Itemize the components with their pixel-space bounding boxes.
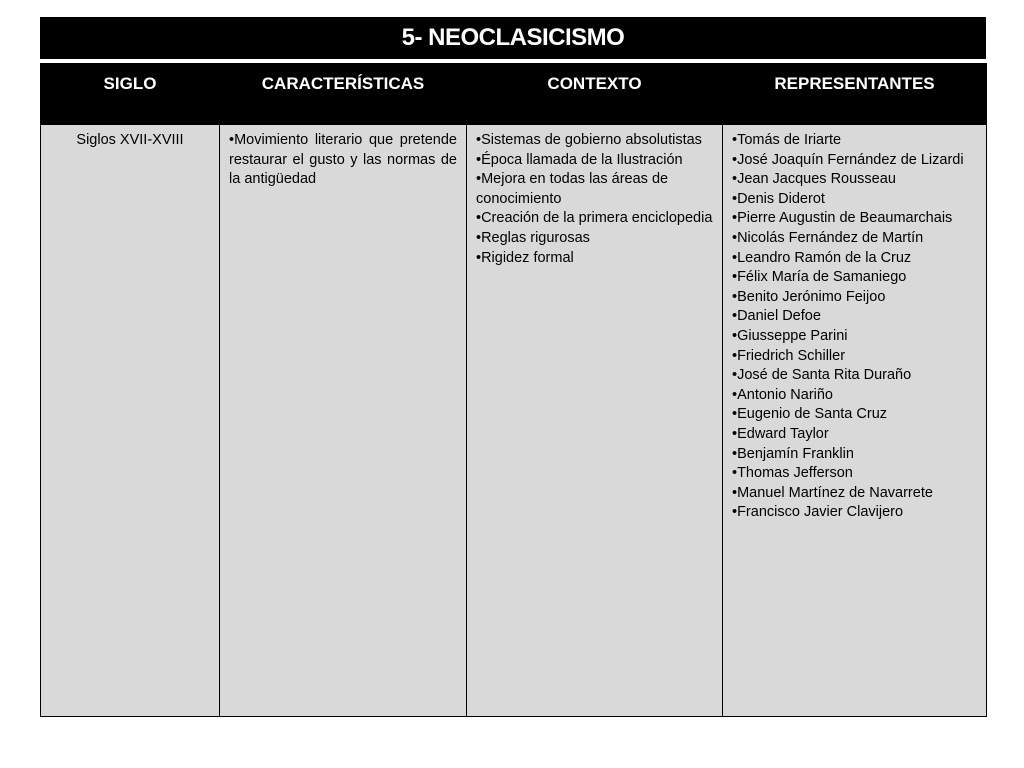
list-item bbox=[732, 151, 977, 171]
list-item-text: Jean Jacques Rousseau bbox=[737, 171, 896, 188]
list-item bbox=[732, 386, 977, 406]
list-item-text: Antonio Nariño bbox=[737, 386, 833, 403]
list-item bbox=[732, 503, 977, 523]
list-item-text: Rigidez formal bbox=[481, 249, 574, 266]
list-item bbox=[732, 366, 977, 386]
list-item bbox=[732, 307, 977, 327]
list-item-text: Movimiento literario que pretende restaurar el gusto y las normas de la antigüedad bbox=[229, 132, 457, 188]
bullet-icon: • bbox=[732, 484, 738, 501]
bullet-icon: • bbox=[732, 229, 738, 246]
list-item bbox=[476, 170, 713, 209]
header-contexto: CONTEXTO bbox=[467, 64, 723, 125]
bullet-icon: • bbox=[229, 132, 235, 148]
list-item bbox=[732, 445, 977, 465]
bullet-icon: • bbox=[732, 504, 738, 521]
list-item bbox=[476, 209, 713, 229]
list-item bbox=[732, 425, 977, 445]
list-item-text: Época llamada de la Ilustración bbox=[481, 151, 683, 168]
list-item-text: Eugenio de Santa Cruz bbox=[737, 406, 888, 423]
list-item bbox=[732, 405, 977, 425]
list-item bbox=[732, 229, 977, 249]
table-body bbox=[41, 125, 987, 717]
bullet-icon: • bbox=[732, 367, 738, 384]
list-item-text: Giusseppe Parini bbox=[737, 327, 848, 344]
list-item-text: Daniel Defoe bbox=[737, 308, 821, 325]
table-row bbox=[41, 125, 987, 717]
list-item bbox=[732, 327, 977, 347]
list-item-text: Leandro Ramón de la Cruz bbox=[737, 249, 912, 266]
bullet-icon: • bbox=[732, 190, 738, 207]
list-item-text: Benjamín Franklin bbox=[737, 445, 854, 462]
bullet-icon: • bbox=[732, 249, 738, 266]
list-item bbox=[732, 484, 977, 504]
list-item-text: Manuel Martínez de Navarrete bbox=[737, 484, 933, 501]
cell-caracteristicas bbox=[220, 125, 467, 717]
bullet-icon: • bbox=[732, 406, 738, 423]
header-caracteristicas: CARACTERÍSTICAS bbox=[220, 64, 467, 125]
neoclasicismo-table bbox=[40, 63, 987, 717]
list-item-text: Friedrich Schiller bbox=[737, 347, 846, 364]
representantes-list bbox=[732, 131, 977, 523]
cell-representantes bbox=[723, 125, 987, 717]
list-item-text: Pierre Augustin de Beaumarchais bbox=[737, 210, 953, 227]
list-item bbox=[732, 249, 977, 269]
list-item bbox=[732, 464, 977, 484]
bullet-icon: • bbox=[732, 210, 738, 227]
bullet-icon: • bbox=[476, 171, 482, 188]
header-representantes: REPRESENTANTES bbox=[723, 64, 987, 125]
bullet-icon: • bbox=[476, 229, 482, 246]
cell-siglo: Siglos XVII-XVIII bbox=[41, 125, 220, 717]
bullet-icon: • bbox=[476, 249, 482, 266]
bullet-icon: • bbox=[476, 151, 482, 168]
contexto-list bbox=[476, 131, 713, 268]
bullet-icon: • bbox=[732, 425, 738, 442]
list-item bbox=[229, 131, 457, 190]
list-item-text: Nicolás Fernández de Martín bbox=[737, 229, 924, 246]
list-item-text: José de Santa Rita Duraño bbox=[737, 367, 912, 384]
bullet-icon: • bbox=[732, 269, 738, 286]
list-item bbox=[732, 288, 977, 308]
list-item-text: Félix María de Samaniego bbox=[737, 269, 907, 286]
bullet-icon: • bbox=[732, 386, 738, 403]
list-item bbox=[732, 190, 977, 210]
bullet-icon: • bbox=[732, 171, 738, 188]
list-item bbox=[732, 347, 977, 367]
list-item-text: Francisco Javier Clavijero bbox=[737, 504, 904, 521]
bullet-icon: • bbox=[732, 445, 738, 462]
caracteristicas-list bbox=[229, 131, 457, 190]
bullet-icon: • bbox=[732, 347, 738, 364]
list-item bbox=[476, 249, 713, 269]
list-item-text: Edward Taylor bbox=[737, 425, 829, 442]
list-item bbox=[476, 229, 713, 249]
bullet-icon: • bbox=[732, 308, 738, 325]
list-item-text: José Joaquín Fernández de Lizardi bbox=[737, 151, 964, 168]
bullet-icon: • bbox=[732, 327, 738, 344]
page-title: 5- NEOCLASICISMO bbox=[40, 17, 986, 59]
list-item-text: Creación de la primera enciclopedia bbox=[481, 210, 713, 227]
list-item-text: Reglas rigurosas bbox=[481, 229, 590, 246]
list-item bbox=[732, 131, 977, 151]
bullet-icon: • bbox=[732, 151, 738, 168]
list-item bbox=[732, 209, 977, 229]
list-item bbox=[476, 131, 713, 151]
list-item-text: Thomas Jefferson bbox=[737, 465, 853, 482]
bullet-icon: • bbox=[732, 288, 738, 305]
list-item-text: Benito Jerónimo Feijoo bbox=[737, 288, 886, 305]
bullet-icon: • bbox=[732, 465, 738, 482]
list-item-text: Sistemas de gobierno absolutistas bbox=[481, 132, 702, 148]
header-row bbox=[41, 64, 987, 125]
list-item bbox=[732, 170, 977, 190]
bullet-icon: • bbox=[476, 132, 482, 148]
bullet-icon: • bbox=[732, 132, 738, 148]
list-item bbox=[476, 151, 713, 171]
list-item-text: Mejora en todas las áreas de conocimiento bbox=[476, 171, 669, 207]
cell-contexto bbox=[467, 125, 723, 717]
header-siglo: SIGLO bbox=[41, 64, 220, 125]
list-item bbox=[732, 268, 977, 288]
table-header bbox=[41, 64, 987, 125]
bullet-icon: • bbox=[476, 210, 482, 227]
list-item-text: Denis Diderot bbox=[737, 190, 825, 207]
list-item-text: Tomás de Iriarte bbox=[737, 132, 842, 148]
